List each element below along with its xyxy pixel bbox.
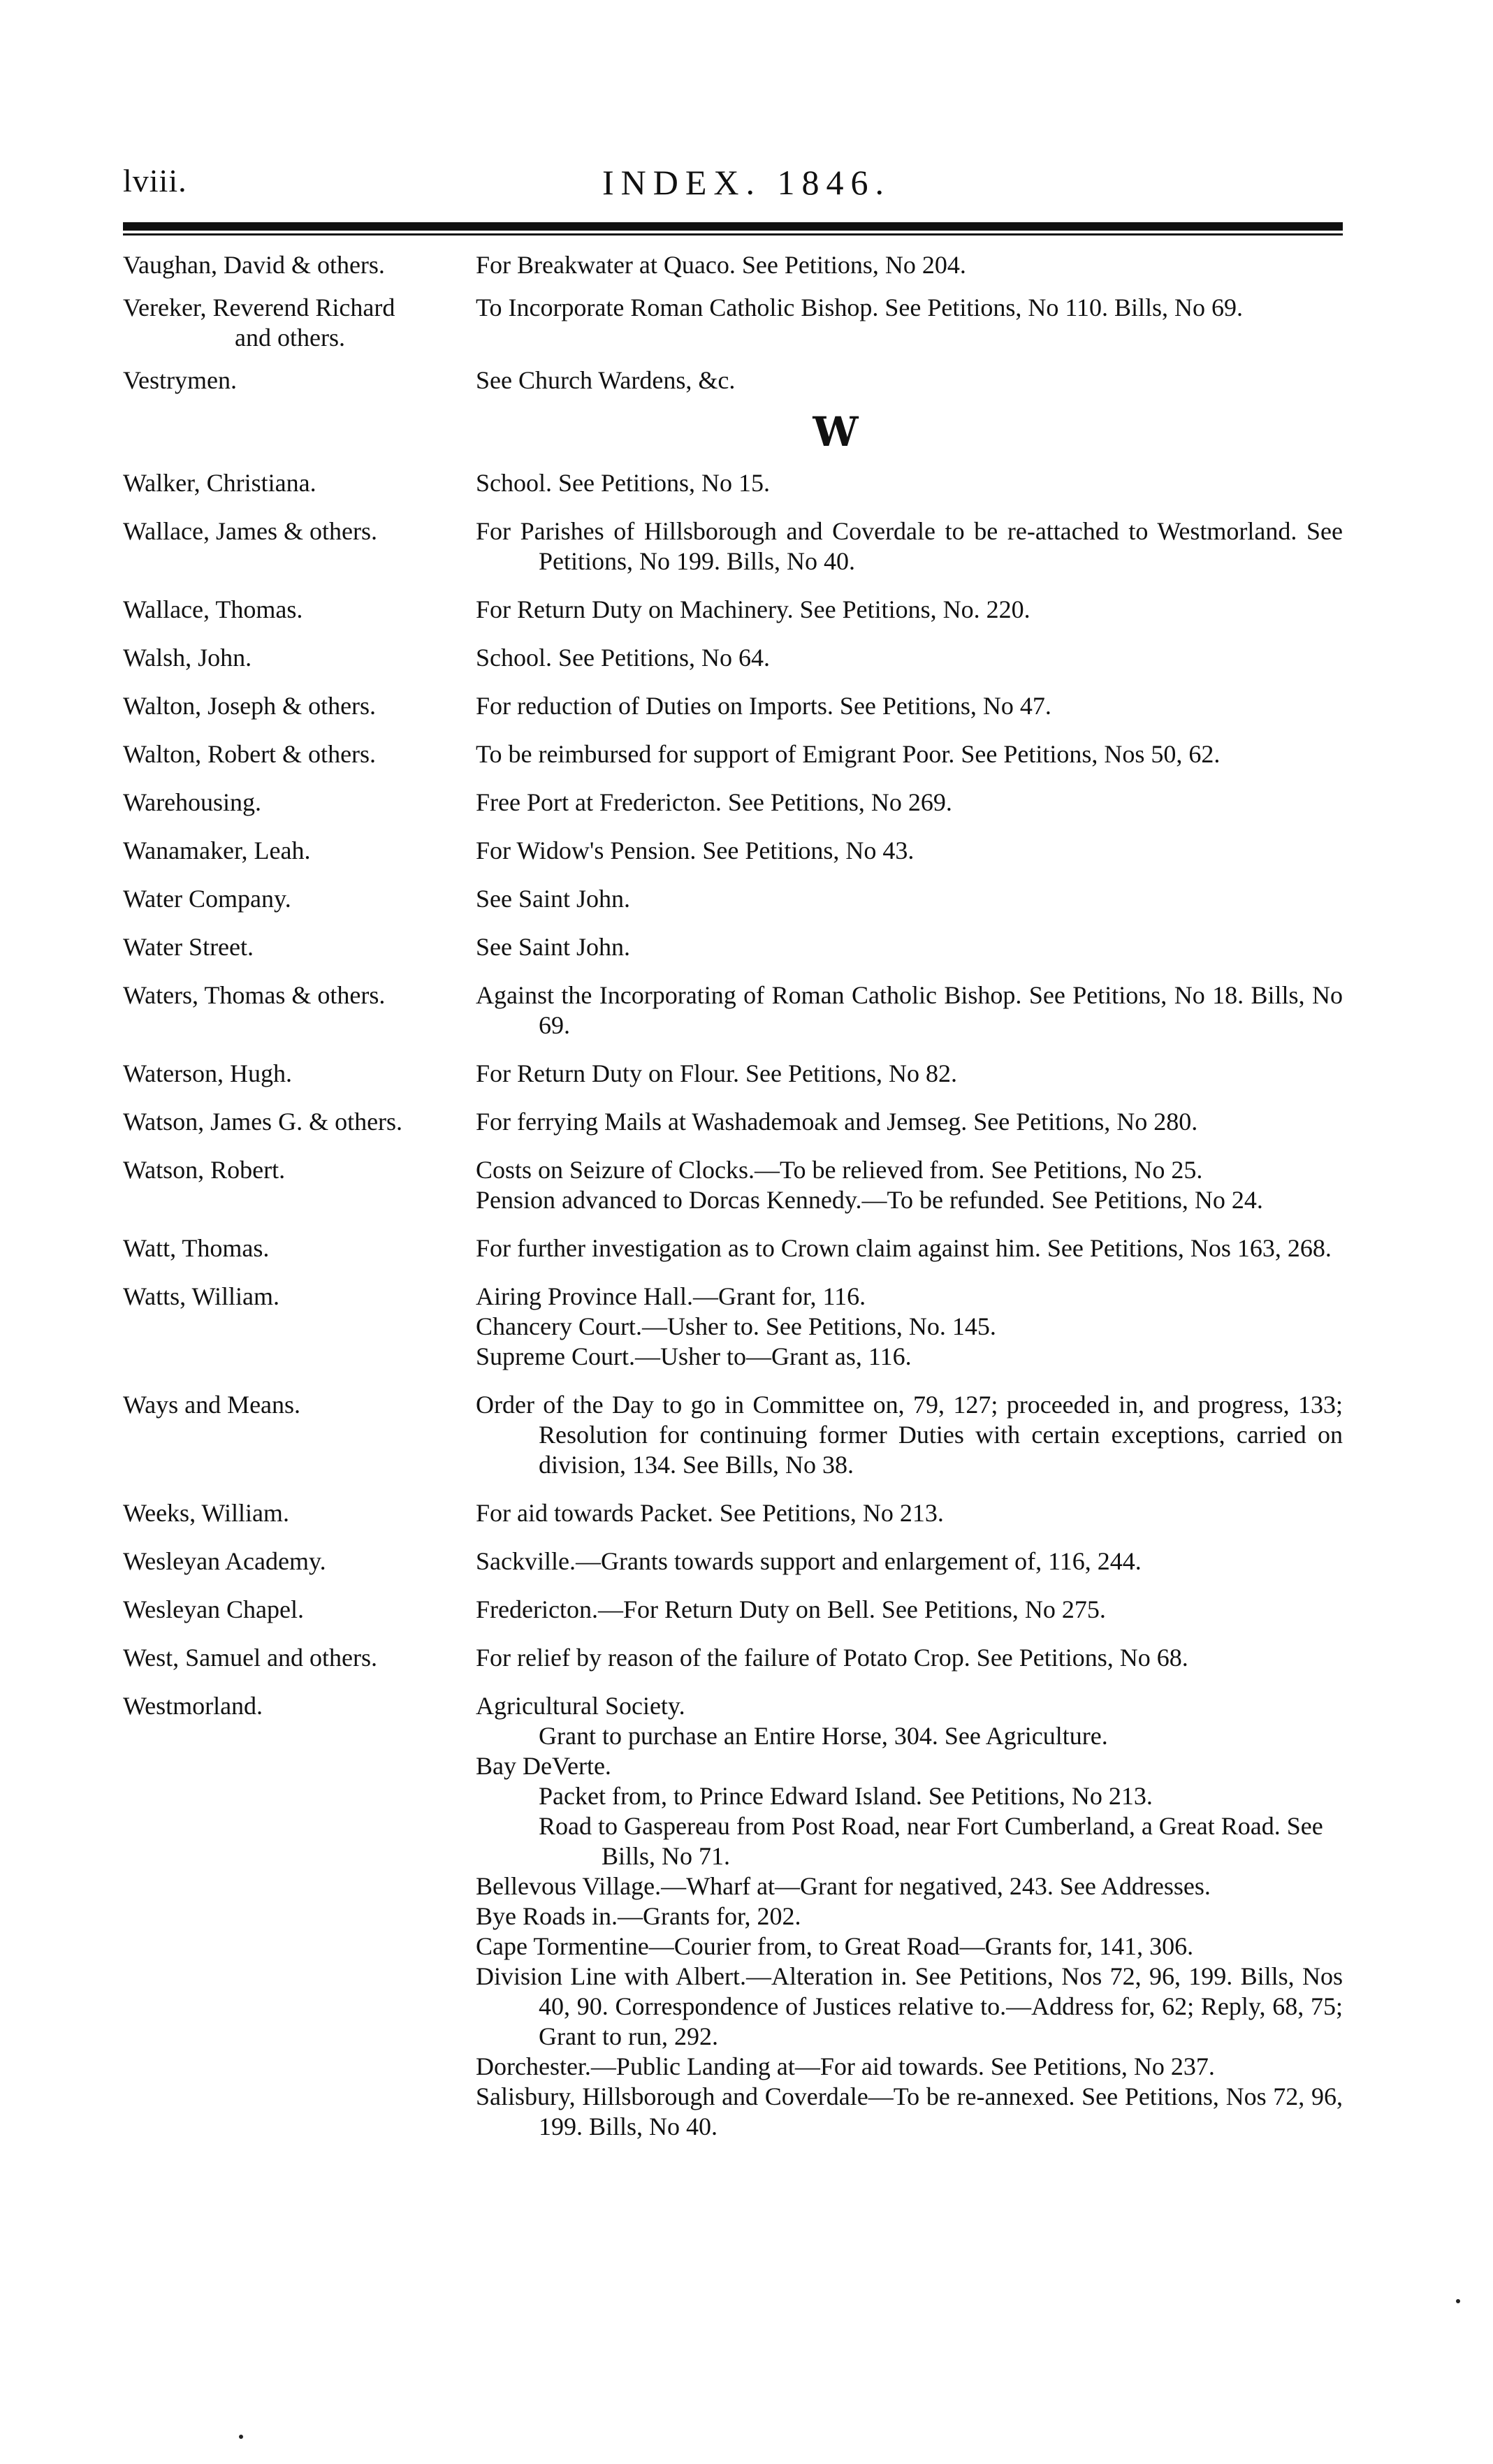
index-entry — [123, 739, 1343, 769]
index-entry — [123, 468, 1343, 498]
index-entry — [123, 1233, 1343, 1263]
entry-name: Wallace, Thomas. — [123, 595, 303, 623]
page-number: lviii. — [123, 163, 187, 198]
entry-desc: See Saint John. — [476, 933, 630, 961]
entry-name: Wesleyan Academy. — [123, 1547, 326, 1575]
entry-desc: For reduction of Duties on Imports. See Petitions, No 47. — [476, 692, 1051, 720]
entry-desc: For Return Duty on Machinery. See Petitions, No. 220. — [476, 595, 1030, 623]
entry-desc: For Breakwater at Quaco. See Petitions, No 204. — [476, 251, 966, 279]
entry-desc: For relief by reason of the failure of Potato Crop. See Petitions, No 68. — [476, 1644, 1188, 1672]
index-entry — [123, 788, 1343, 818]
w-entries-list — [123, 468, 1343, 1673]
entry-desc: For ferrying Mails at Washademoak and Jemseg. See Petitions, No 280. — [476, 1108, 1198, 1136]
index-entry — [123, 932, 1343, 962]
entry-desc: School. See Petitions, No 15. — [476, 469, 770, 497]
entry-desc: Sackville.—Grants towards support and enlargement of, 116, 244. — [476, 1547, 1142, 1575]
running-title: INDEX. 1846. — [602, 163, 891, 202]
entry-name: Walsh, John. — [123, 644, 252, 672]
entry-desc: For Widow's Pension. See Petitions, No 43. — [476, 836, 915, 864]
entry-desc: School. See Petitions, No 64. — [476, 644, 770, 672]
entry-name: Walker, Christiana. — [123, 469, 316, 497]
entry-name: Walton, Robert & others. — [123, 740, 377, 768]
index-entry — [123, 691, 1343, 721]
index-entries — [123, 250, 1343, 2160]
entry-desc: See Saint John. — [476, 885, 630, 913]
entry-name: West, Samuel and others. — [123, 1644, 378, 1672]
entry-name: Ways and Means. — [123, 1391, 301, 1419]
index-entry — [123, 1595, 1343, 1625]
entry-name: Water Company. — [123, 885, 291, 913]
entry-desc: For aid towards Packet. See Petitions, No 213. — [476, 1499, 944, 1527]
entry-name: Westmorland. — [123, 1692, 263, 1720]
entry-desc: Airing Province Hall.—Grant for, 116. Chancery Court.—Usher to. See Petitions, No. 145. Supreme Court.—Usher to—Grant as, 116. — [476, 1282, 996, 1370]
index-entry — [123, 1498, 1343, 1528]
entry-name: Vestrymen. — [123, 366, 237, 394]
entry-desc: To Incorporate Roman Catholic Bishop. See Petitions, No 110. Bills, No 69. — [476, 293, 1244, 321]
entry-desc: For Return Duty on Flour. See Petitions, No 82. — [476, 1059, 958, 1087]
index-entry — [123, 1546, 1343, 1577]
index-entry — [123, 643, 1343, 673]
entry-name: Vaughan, David & others. — [123, 251, 385, 279]
entry-desc: Order of the Day to go in Committee on, 79, 127; proceeded in, and progress, 133; Resolution for continuing former Duties with certain exceptions, carried on division, 134. See Bills, No 38. — [476, 1391, 1343, 1479]
entry-desc: Against the Incorporating of Roman Catholic Bishop. See Petitions, No 18. Bills, No 69. — [476, 981, 1343, 1039]
index-entry — [123, 1155, 1343, 1215]
entry-name: Watson, James G. & others. — [123, 1108, 403, 1136]
print-speck — [239, 2435, 243, 2439]
index-entry — [123, 365, 1343, 396]
entry-name: Wanamaker, Leah. — [123, 836, 311, 864]
index-entry — [123, 1643, 1343, 1673]
index-entry — [123, 293, 1343, 353]
entry-desc: For further investigation as to Crown claim against him. See Petitions, Nos 163, 268. — [476, 1234, 1332, 1262]
index-entry — [123, 516, 1343, 577]
entry-desc: Agricultural Society. Grant to purchase an Entire Horse, 304. See Agriculture. Bay DeVerte. Packet from, to Prince Edward Island. See Petitions, No 213. Road to Gaspereau from Post Road, near Fort Cumberland, a Great Road. See Bills, No 71. Bellevous Village.—Wharf at—Grant for negatived, 243. See Addresses. Bye Roads in.—Grants for, 202. Cape Tormentine—Courier from, to Great Road—Grants for, 141, 306. Division Line with Albert.—Alteration in. See Petitions, Nos 72, 96, 199. Bills, Nos 40, 90. Correspondence of Justices relative to.—Address for, 62; Reply, 68, 75; Grant to run, 292. Dorchester.—Public Landing at—For aid towards. See Petitions, No 237. Salisbury, Hillsborough and Coverdale—To be re-annexed. See Petitions, Nos 72, 96, 199. Bills, No 40. — [476, 1692, 1343, 2140]
entry-desc: Costs on Seizure of Clocks.—To be relieved from. See Petitions, No 25. Pension advanced to Dorcas Kennedy.—To be refunded. See Petitions, No 24. — [476, 1156, 1263, 1214]
entry-name: Watts, William. — [123, 1282, 279, 1310]
index-entry — [123, 595, 1343, 625]
entry-name: Wesleyan Chapel. — [123, 1595, 305, 1623]
header-rule-thin — [123, 233, 1343, 235]
entry-name: Warehousing. — [123, 788, 262, 816]
section-letter: W — [813, 408, 859, 456]
entry-desc: For Parishes of Hillsborough and Coverdale to be re-attached to Westmorland. See Petitions, No 199. Bills, No 40. — [476, 517, 1343, 575]
entry-name: Walton, Joseph & others. — [123, 692, 377, 720]
entry-name: Watt, Thomas. — [123, 1234, 270, 1262]
index-entry — [123, 980, 1343, 1041]
index-entry — [123, 836, 1343, 866]
index-entry — [123, 1107, 1343, 1137]
entry-name: Waterson, Hugh. — [123, 1059, 293, 1087]
index-entry — [123, 1390, 1343, 1480]
entry-name: Watson, Robert. — [123, 1156, 286, 1184]
entry-desc: See Church Wardens, &c. — [476, 366, 736, 394]
entry-name: Water Street. — [123, 933, 254, 961]
index-entry — [123, 1059, 1343, 1089]
index-entry — [123, 250, 1343, 280]
index-entry — [123, 884, 1343, 914]
entry-name: Vereker, Reverend Richard and others. — [123, 293, 395, 352]
index-entry — [123, 1282, 1343, 1372]
entry-name: Weeks, William. — [123, 1499, 289, 1527]
entry-desc: To be reimbursed for support of Emigrant Poor. See Petitions, Nos 50, 62. — [476, 740, 1221, 768]
header-rule-thick — [123, 222, 1343, 231]
entry-desc: Fredericton.—For Return Duty on Bell. See Petitions, No 275. — [476, 1595, 1106, 1623]
entry-name: Wallace, James & others. — [123, 517, 377, 545]
index-entry-westmorland — [123, 1691, 1343, 2142]
entry-desc: Free Port at Fredericton. See Petitions, No 269. — [476, 788, 952, 816]
entry-name: Waters, Thomas & others. — [123, 981, 386, 1009]
print-speck — [1456, 2299, 1460, 2303]
